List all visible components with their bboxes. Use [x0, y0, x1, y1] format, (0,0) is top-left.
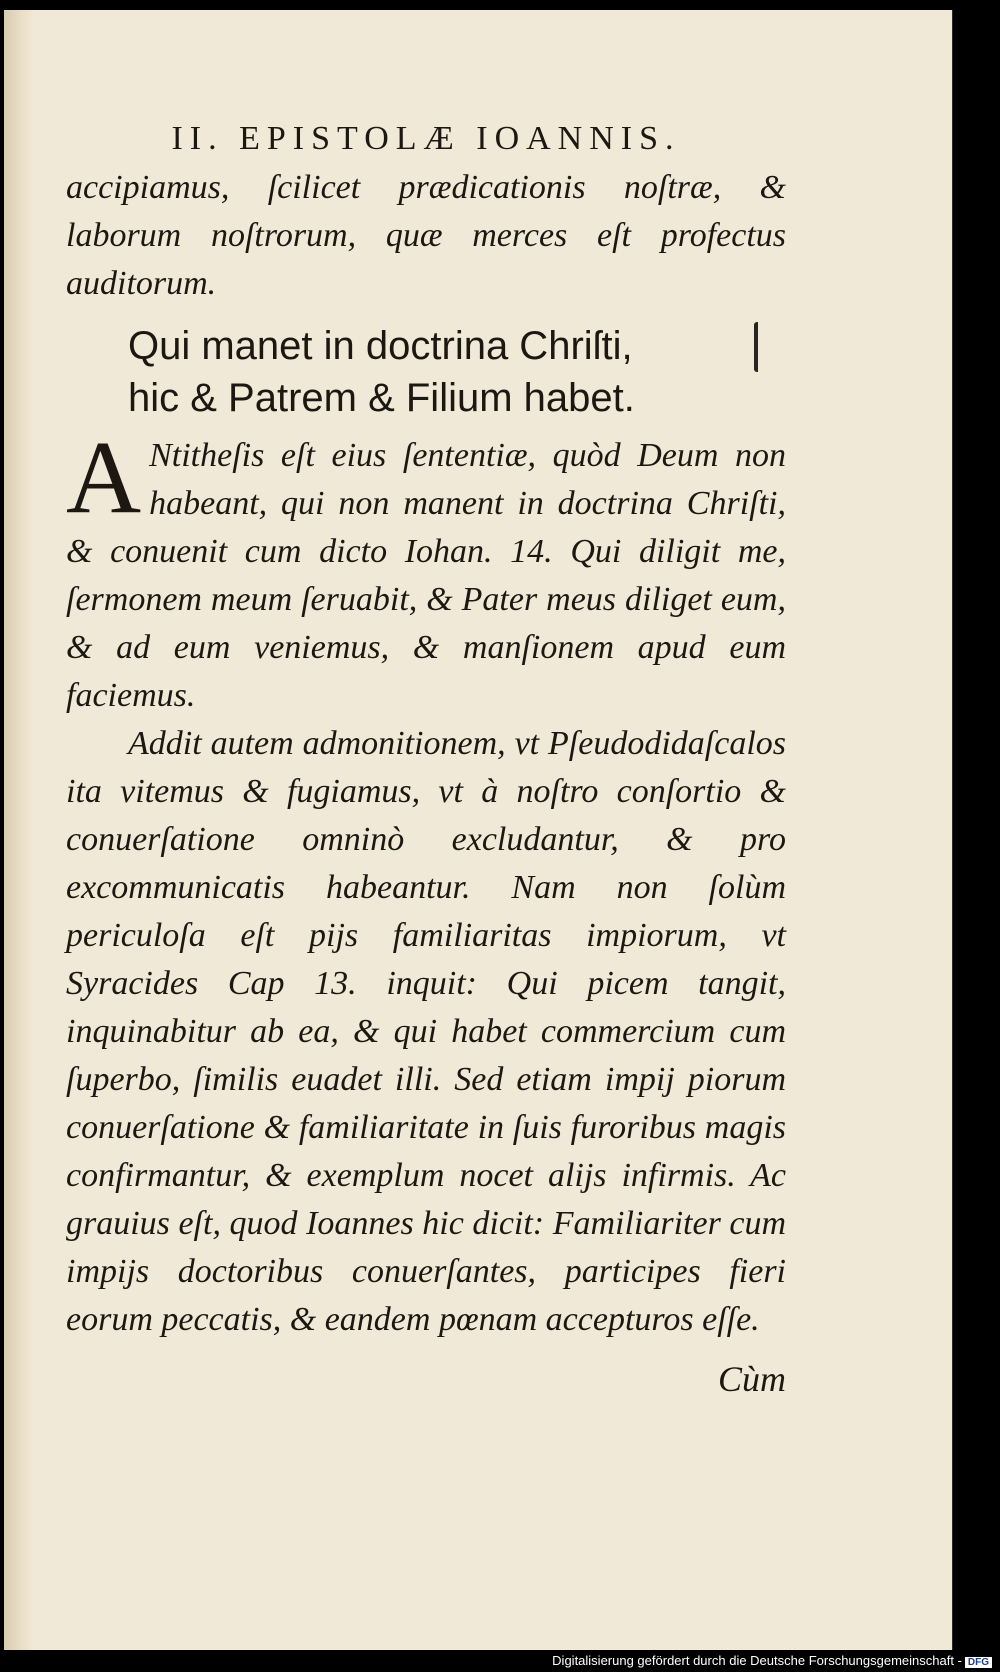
dfg-logo: DFG: [965, 1657, 992, 1668]
page-gutter-shadow: [4, 10, 34, 1650]
section-heading-line-1: Qui manet in doctrina Chriſti,: [128, 324, 633, 368]
page-text-block: [66, 120, 786, 1400]
running-head: II. EPISTOLÆ IOANNIS.: [171, 120, 681, 157]
antithesis-text: Ntitheſis eſt eius ſententiæ, quòd Deum non habeant, qui non manent in doctrina Chriſti, & conuenit cum dicto Iohan. 14. Qui diligit me, ſermonem meum ſeruabit, & Pater meus diliget eum, & ad eum veniemus, & manſionem apud eum faciemus.: [66, 437, 786, 714]
antithesis-paragraph: [66, 420, 786, 720]
digitization-footer: [552, 1653, 992, 1668]
drop-cap: A: [66, 420, 142, 535]
section-heading-line-2: hic & Patrem & Filium habet.: [128, 376, 635, 420]
section-heading: [128, 320, 786, 424]
admonition-paragraph: Addit autem admonitionem, vt Pſeudodidaſcalos ita vitemus & fugiamus, vt à noſtro conſortio & conuerſatione omninò excludantur, & pro excommunicatis habeantur. Nam non ſolùm periculoſa eſt pijs familiaritas impiorum, vt Syracides Cap 13. inquit: Qui picem tangit, inquinabitur ab ea, & qui habet commercium cum ſuperbo, ſimilis euadet illi. Sed etiam impij piorum conuerſatione & familiaritate in ſuis furoribus magis confirmantur, & exemplum nocet alijs infirmis. Ac grauius eſt, quod Ioannes hic dicit: Familiariter cum impijs doctoribus conuerſantes, participes fieri eorum peccatis, & eandem pœnam accepturos eſſe.: [66, 725, 786, 1338]
book-page: [4, 10, 953, 1650]
footer-text: Digitalisierung gefördert durch die Deutsche Forschungsgemeinschaft -: [552, 1653, 962, 1668]
catchword: Cùm: [717, 1359, 786, 1399]
continuation-paragraph: accipiamus, ſcilicet prædicationis noſtræ, & laborum noſtrorum, quæ merces eſt profectus auditorum.: [66, 169, 786, 302]
